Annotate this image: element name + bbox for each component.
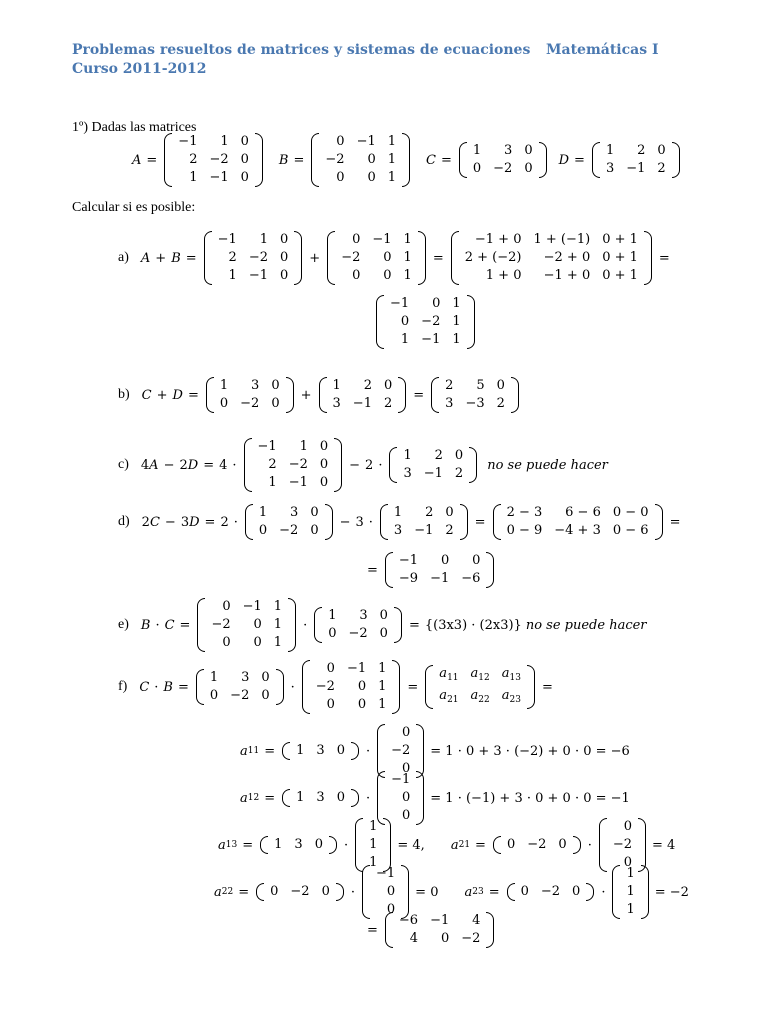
matrix-cell: 0: [558, 837, 567, 852]
matrix-cell: 0: [572, 884, 581, 899]
exercise-a: a) A + B = −1 1 0 2 −2 0 1 −1 0 + 0 −1 1 −2 0 1 0 0 1 = −1 + 0 1 + (−1) 0 + 1 2 + (−2) −2 + 0 0 + 1 1 + 0 −1 + 0 0 + 1 =: [118, 232, 670, 283]
matrix-b: [302, 660, 401, 714]
matrix-cell: −2: [391, 743, 411, 758]
matrix-cell: 1: [387, 170, 397, 185]
matrix-cell: 0: [367, 152, 376, 167]
matrix-cell: −1 + 0: [474, 232, 522, 247]
matrix-cell: 3: [393, 523, 403, 538]
matrix-cell: 2 + (−2): [464, 250, 522, 265]
matrix-cell: 0: [432, 296, 441, 311]
matrix-cell: 1: [273, 617, 283, 632]
matrix-cell: −2: [341, 250, 361, 265]
matrix-cell: 3: [251, 378, 260, 393]
matrix-cell: 3: [504, 143, 513, 158]
matrix-cell: 0: [379, 626, 388, 641]
matrix-cell: 0: [222, 599, 231, 614]
matrix-cell: 1 + 0: [485, 268, 522, 283]
matrix-cell: −6: [398, 913, 419, 928]
matrix-cell: 3: [241, 670, 250, 685]
matrix-f-result: [385, 912, 495, 948]
matrix-cell: 1: [605, 143, 615, 158]
matrix-cell: 0: [379, 608, 388, 623]
matrix-cell: 1: [228, 268, 237, 283]
matrix-cell: −2: [421, 314, 441, 329]
matrix-cell: 1: [332, 378, 341, 393]
matrix-cell: 4: [409, 931, 419, 946]
matrix-cell: 0: [270, 884, 279, 899]
matrix-cell: 2: [657, 161, 666, 176]
matrix-cell: −1: [352, 396, 372, 411]
matrix-row1: [282, 789, 359, 807]
matrix-cell: 1: [273, 599, 283, 614]
matrix-cell: 0: [326, 697, 335, 712]
matrix-cell: 0: [310, 505, 319, 520]
matrix-cell: 0: [386, 884, 396, 899]
matrix-cell: 1: [403, 268, 412, 283]
matrix-cell: 2: [454, 466, 464, 481]
matrix-cell: 0: [454, 448, 464, 463]
matrix-cell: 1: [387, 134, 397, 149]
matrix-cell: 3: [332, 396, 341, 411]
matrix-cell: −1: [430, 913, 450, 928]
matrix-cell: 1: [403, 232, 412, 247]
matrix-cell: 0: [352, 268, 361, 283]
matrix-cell: 1: [472, 143, 482, 158]
matrix-cell: −2: [211, 617, 231, 632]
matrix-cell: 1: [393, 505, 403, 520]
matrix-cell: 0: [386, 902, 396, 917]
matrix-cell: 0: [336, 134, 345, 149]
matrix-cell: 0: [445, 505, 454, 520]
matrix-cell: −2: [325, 152, 345, 167]
matrix-cell: 2: [228, 250, 237, 265]
matrix-cell: 0: [326, 661, 335, 676]
matrix-cell: 2: [425, 505, 434, 520]
matrix-d: [592, 142, 680, 178]
matrix-cell: 2: [434, 448, 443, 463]
matrix-cell: −1: [372, 232, 392, 247]
matrix-cell: 0: [280, 250, 289, 265]
matrix-cell: 0: [319, 475, 329, 490]
matrix-cell: 0: [524, 161, 533, 176]
matrix-cell: −1: [356, 134, 376, 149]
matrix-cell: 0 + 1: [602, 268, 638, 283]
matrix-row2: [493, 836, 581, 854]
matrix-cell: 1: [328, 608, 337, 623]
matrix-cell: 0 − 0: [612, 505, 649, 520]
matrix-cell: 1: [403, 448, 412, 463]
matrix-cell: 1: [403, 250, 412, 265]
matrix-cell: −1: [248, 268, 268, 283]
matrix-cell: 6 − 6: [565, 505, 601, 520]
exercise-d-result: = −1 0 0 −9 −1 −6: [362, 552, 496, 588]
matrix-cell: 5: [476, 378, 485, 393]
matrix-cell: 0: [506, 837, 516, 852]
matrix-cell: −2: [248, 250, 268, 265]
exercise-b: b) C + D = 1 3 0 0 −2 0 + 1 2 0 3 −1 2 = 2 5 0 3 −3 2: [118, 377, 521, 413]
matrix-cell: 1: [258, 505, 268, 520]
matrix-c: [459, 142, 547, 178]
matrix-d-steps: [493, 504, 663, 540]
matrix-a: [204, 231, 303, 285]
matrix-a: [244, 438, 343, 492]
matrix-definitions: A = −1 1 0 2 −2 0 1 −1 0 B = 0 −1 1 −2 0 1 0 0 1 C = 1 3 0 0 −2 0 D = 1 2 0 3 −1 2: [132, 134, 682, 186]
matrix-b: [311, 133, 410, 187]
exercise-a-result: [374, 295, 477, 349]
matrix-cell: 0: [253, 635, 262, 650]
matrix-cell: 0: [623, 855, 632, 870]
matrix-cell: 0: [383, 250, 392, 265]
matrix-cell: 1: [378, 697, 387, 712]
matrix-cell: −2: [209, 152, 229, 167]
matrix-cell: 0: [222, 635, 231, 650]
matrix-cell: 1: [299, 439, 308, 454]
exercise-f: f) C · B = 1 3 0 0 −2 0 · 0 −1 1 −2 0 1 0 0 1 = $a_{11}$ $a_{12}$ $a_{13}$ $a_{21}$ $a_{22}$ $a_{23}$ =: [118, 661, 553, 712]
matrix-cell: −1: [376, 866, 396, 881]
matrix-cell: 3: [290, 505, 299, 520]
matrix-cpd: [431, 377, 519, 413]
matrix-cell: 1: [274, 837, 283, 852]
matrix-cell: 2: [383, 396, 393, 411]
matrix-cell: 0: [271, 396, 280, 411]
matrix-cell: 1 + (−1): [533, 232, 591, 247]
matrix-cell: 0: [240, 152, 249, 167]
matrix-cell: 1: [268, 475, 277, 490]
matrix-cell: −1: [414, 523, 434, 538]
matrix-col3: [355, 818, 391, 872]
matrix-col2: [362, 865, 409, 919]
matrix-c: [196, 669, 284, 705]
matrix-c: [245, 504, 333, 540]
matrix-cell: 0: [440, 553, 450, 568]
matrix-c: [206, 377, 294, 413]
matrix-cell: 0 − 9: [506, 523, 543, 538]
matrix-cell: 0: [336, 743, 345, 758]
matrix-col2: [377, 771, 424, 825]
matrix-cell: 1: [296, 790, 305, 805]
matrix-cell: 0: [383, 378, 393, 393]
matrix-cell: 1: [626, 884, 635, 899]
matrix-cell: 1: [369, 837, 378, 852]
matrix-cell: 0: [319, 439, 329, 454]
matrix-cell: 3: [403, 466, 412, 481]
matrix-cell: −1: [391, 772, 411, 787]
matrix-cell: −1: [421, 332, 441, 347]
matrix-cell: −2: [527, 837, 547, 852]
matrix-cell: 3: [605, 161, 615, 176]
matrix-cell: −1: [178, 134, 198, 149]
matrix-cell: 0: [328, 626, 337, 641]
matrix-cell: −3: [465, 396, 485, 411]
intro-text: 1º) Dadas las matrices: [72, 120, 197, 135]
header-title: Problemas resueltos de matrices y sistemas de ecuaciones: [72, 42, 531, 58]
matrix-cell: −2: [290, 884, 310, 899]
exercise-f-result: = −6 −1 4 4 0 −2: [362, 912, 496, 948]
matrix-d: [389, 447, 477, 483]
matrix-cell: 1: [209, 670, 219, 685]
matrix-b: [197, 598, 296, 652]
matrix-cell: −1: [398, 553, 419, 568]
exercise-c: c) 4 A − 2 D = 4 · −1 1 0 2 −2 0 1 −1 0 − 2 · 1 2 0 3 −1 2 no se puede hacer: [118, 439, 608, 490]
matrix-cell: 0: [402, 790, 411, 805]
matrix-cell: −1: [288, 475, 308, 490]
matrix-cell: 0: [321, 884, 330, 899]
matrix-cell: 1: [452, 296, 461, 311]
matrix-cell: 0 + 1: [602, 250, 638, 265]
matrix-cell: 0: [367, 170, 376, 185]
matrix-d-result: [385, 552, 495, 588]
matrix-cell: 2: [268, 457, 277, 472]
matrix-c: [314, 607, 402, 643]
matrix-cell: 0: [209, 688, 219, 703]
matrix-cell: 0: [319, 457, 329, 472]
matrix-cell: 0: [402, 761, 411, 776]
matrix-row1: [282, 742, 359, 760]
matrix-apb-steps: [451, 231, 652, 285]
entry-a13-a21: a 13 = 1 3 0 · 1 1 1 = 4, a 21 = 0 −2 0 · 0 −2 0 = 4: [218, 819, 676, 870]
matrix-cell: 0: [258, 523, 268, 538]
matrix-cell: 1: [369, 855, 378, 870]
matrix-cell: 1: [296, 743, 305, 758]
matrix-cell: −2: [279, 523, 299, 538]
matrix-cell: 1: [369, 819, 378, 834]
matrix-cell: 1: [452, 314, 461, 329]
matrix-cell: 0: [520, 884, 529, 899]
matrix-cell: 0: [357, 679, 367, 694]
matrix-cell: 0: [402, 725, 411, 740]
matrix-cell: 1: [219, 378, 229, 393]
matrix-cell: 0: [280, 268, 289, 283]
matrix-cell: 0: [271, 378, 280, 393]
matrix-cell: 0: [314, 837, 323, 852]
matrix-cell: 2: [445, 523, 454, 538]
matrix-cell: 3: [294, 837, 303, 852]
header-subject: Matemáticas I: [546, 42, 659, 58]
matrix-cell: −2: [612, 837, 632, 852]
entry-a22-a23: a 22 = 0 −2 0 · −1 0 0 = 0 a 23 = 0 −2 0 · 1 1 1 = −2: [214, 866, 689, 917]
matrix-row2: [256, 883, 344, 901]
matrix-cell: −2: [348, 626, 368, 641]
matrix-cell: −2: [461, 931, 481, 946]
matrix-cell: 0: [400, 314, 410, 329]
matrix-cell: −1: [430, 571, 450, 586]
matrix-cell: 2: [363, 378, 372, 393]
matrix-cell: −1: [257, 439, 277, 454]
matrix-cell: 0: [261, 688, 270, 703]
matrix-cell: 0: [383, 268, 392, 283]
matrix-cell: 0: [253, 617, 262, 632]
matrix-cell: 4: [472, 913, 481, 928]
matrix-cell: 1: [189, 170, 198, 185]
matrix-cell: −2 + 0: [543, 250, 591, 265]
matrix-cell: 0: [336, 170, 345, 185]
matrix-row1: [260, 836, 337, 854]
matrix-cell: 1: [387, 152, 397, 167]
matrix-cell: 2: [496, 396, 505, 411]
matrix-cell: −1: [390, 296, 410, 311]
matrix-cell: 0: [402, 808, 411, 823]
matrix-cell: 0: [657, 143, 666, 158]
matrix-col1: [377, 724, 424, 778]
matrix-cell: −2: [493, 161, 513, 176]
matrix-cell: 1: [378, 679, 387, 694]
matrix-cell: 0 + 1: [602, 232, 638, 247]
matrix-cell: 0: [472, 161, 482, 176]
matrix-cell: 0: [496, 378, 505, 393]
matrix-cell: −2: [288, 457, 308, 472]
matrix-cell: 3: [445, 396, 454, 411]
entry-a11: a 11 = 1 3 0 · 0 −2 0 = 1 · 0 + 3 · (−2) + 0 · 0 = −6: [240, 725, 630, 776]
matrix-cell: 1: [259, 232, 268, 247]
header-course: Curso 2011-2012: [72, 61, 207, 77]
instruction-text: Calcular si es posible:: [72, 200, 196, 215]
matrix-apb: [376, 295, 475, 349]
matrix-cell: 0: [352, 232, 361, 247]
matrix-col1: [599, 818, 646, 872]
matrix-cell: 2: [189, 152, 198, 167]
matrix-cell: 1: [452, 332, 461, 347]
matrix-cell: −1: [346, 661, 367, 676]
matrix-d: [380, 504, 468, 540]
matrix-cell: 0: [524, 143, 533, 158]
matrix-cell: −4 + 3: [554, 523, 601, 538]
matrix-cell: 0: [440, 931, 450, 946]
matrix-col3: [612, 865, 648, 919]
matrix-cell: 3: [316, 790, 325, 805]
matrix-cell: 1: [378, 661, 387, 676]
matrix-cell: −2: [315, 679, 335, 694]
matrix-cell: 0: [623, 819, 632, 834]
matrix-cell: −1: [209, 170, 229, 185]
matrix-cell: −1: [626, 161, 646, 176]
matrix-cell: −1 + 0: [543, 268, 591, 283]
matrix-cell: 0: [336, 790, 345, 805]
matrix-cell: 0: [219, 396, 229, 411]
matrix-cell: 3: [359, 608, 368, 623]
matrix-cell: 0: [357, 697, 367, 712]
exercise-e: e) B · C = 0 −1 1 −2 0 1 0 0 1 · 1 3 0 0 −2 0 = {(3x3) · (2x3)} no se puede hacer: [118, 599, 647, 650]
matrix-cell: −9: [398, 571, 419, 586]
matrix-cell: 2: [445, 378, 454, 393]
matrix-cell: 1: [220, 134, 229, 149]
exercise-d: d) 2 C − 3 D = 2 · 1 3 0 0 −2 0 − 3 · 1 2 0 3 −1 2 = 2 − 3 6 − 6 0 − 0 0 − 9 −4 + 3 0 − 6 =: [118, 505, 681, 538]
matrix-cell: −2: [540, 884, 561, 899]
matrix-cell: −2: [230, 688, 250, 703]
matrix-cell: 1: [273, 635, 283, 650]
matrix-cell: 1: [626, 902, 635, 917]
matrix-cell: 1: [626, 866, 635, 881]
matrix-row2: [507, 883, 595, 901]
matrix-cell: 0: [310, 523, 319, 538]
matrix-cell: 2 − 3: [506, 505, 543, 520]
matrix-cell: 0: [472, 553, 481, 568]
matrix-cell: 2: [637, 143, 646, 158]
matrix-b: [327, 231, 426, 285]
matrix-cell: −1: [217, 232, 237, 247]
matrix-cell: −6: [461, 571, 481, 586]
matrix-cell: −1: [423, 466, 443, 481]
matrix-cell: 3: [316, 743, 325, 758]
matrix-cell: 0: [240, 170, 249, 185]
matrix-cell: 0 − 6: [612, 523, 649, 538]
matrix-d: [319, 377, 407, 413]
matrix-cell: −2: [240, 396, 260, 411]
matrix-cell: 1: [400, 332, 410, 347]
matrix-cell: 0: [240, 134, 249, 149]
matrix-cell: −1: [242, 599, 262, 614]
entry-a12: a 12 = 1 3 0 · −1 0 0 = 1 · (−1) + 3 · 0 + 0 · 0 = −1: [240, 772, 630, 823]
matrix-generic: $a_{11}$ $a_{12}$ $a_{13}$ $a_{21}$ $a_{22}$ $a_{23}$: [425, 665, 535, 709]
matrix-a: [164, 133, 263, 187]
matrix-cell: 0: [261, 670, 270, 685]
matrix-cell: 0: [280, 232, 289, 247]
